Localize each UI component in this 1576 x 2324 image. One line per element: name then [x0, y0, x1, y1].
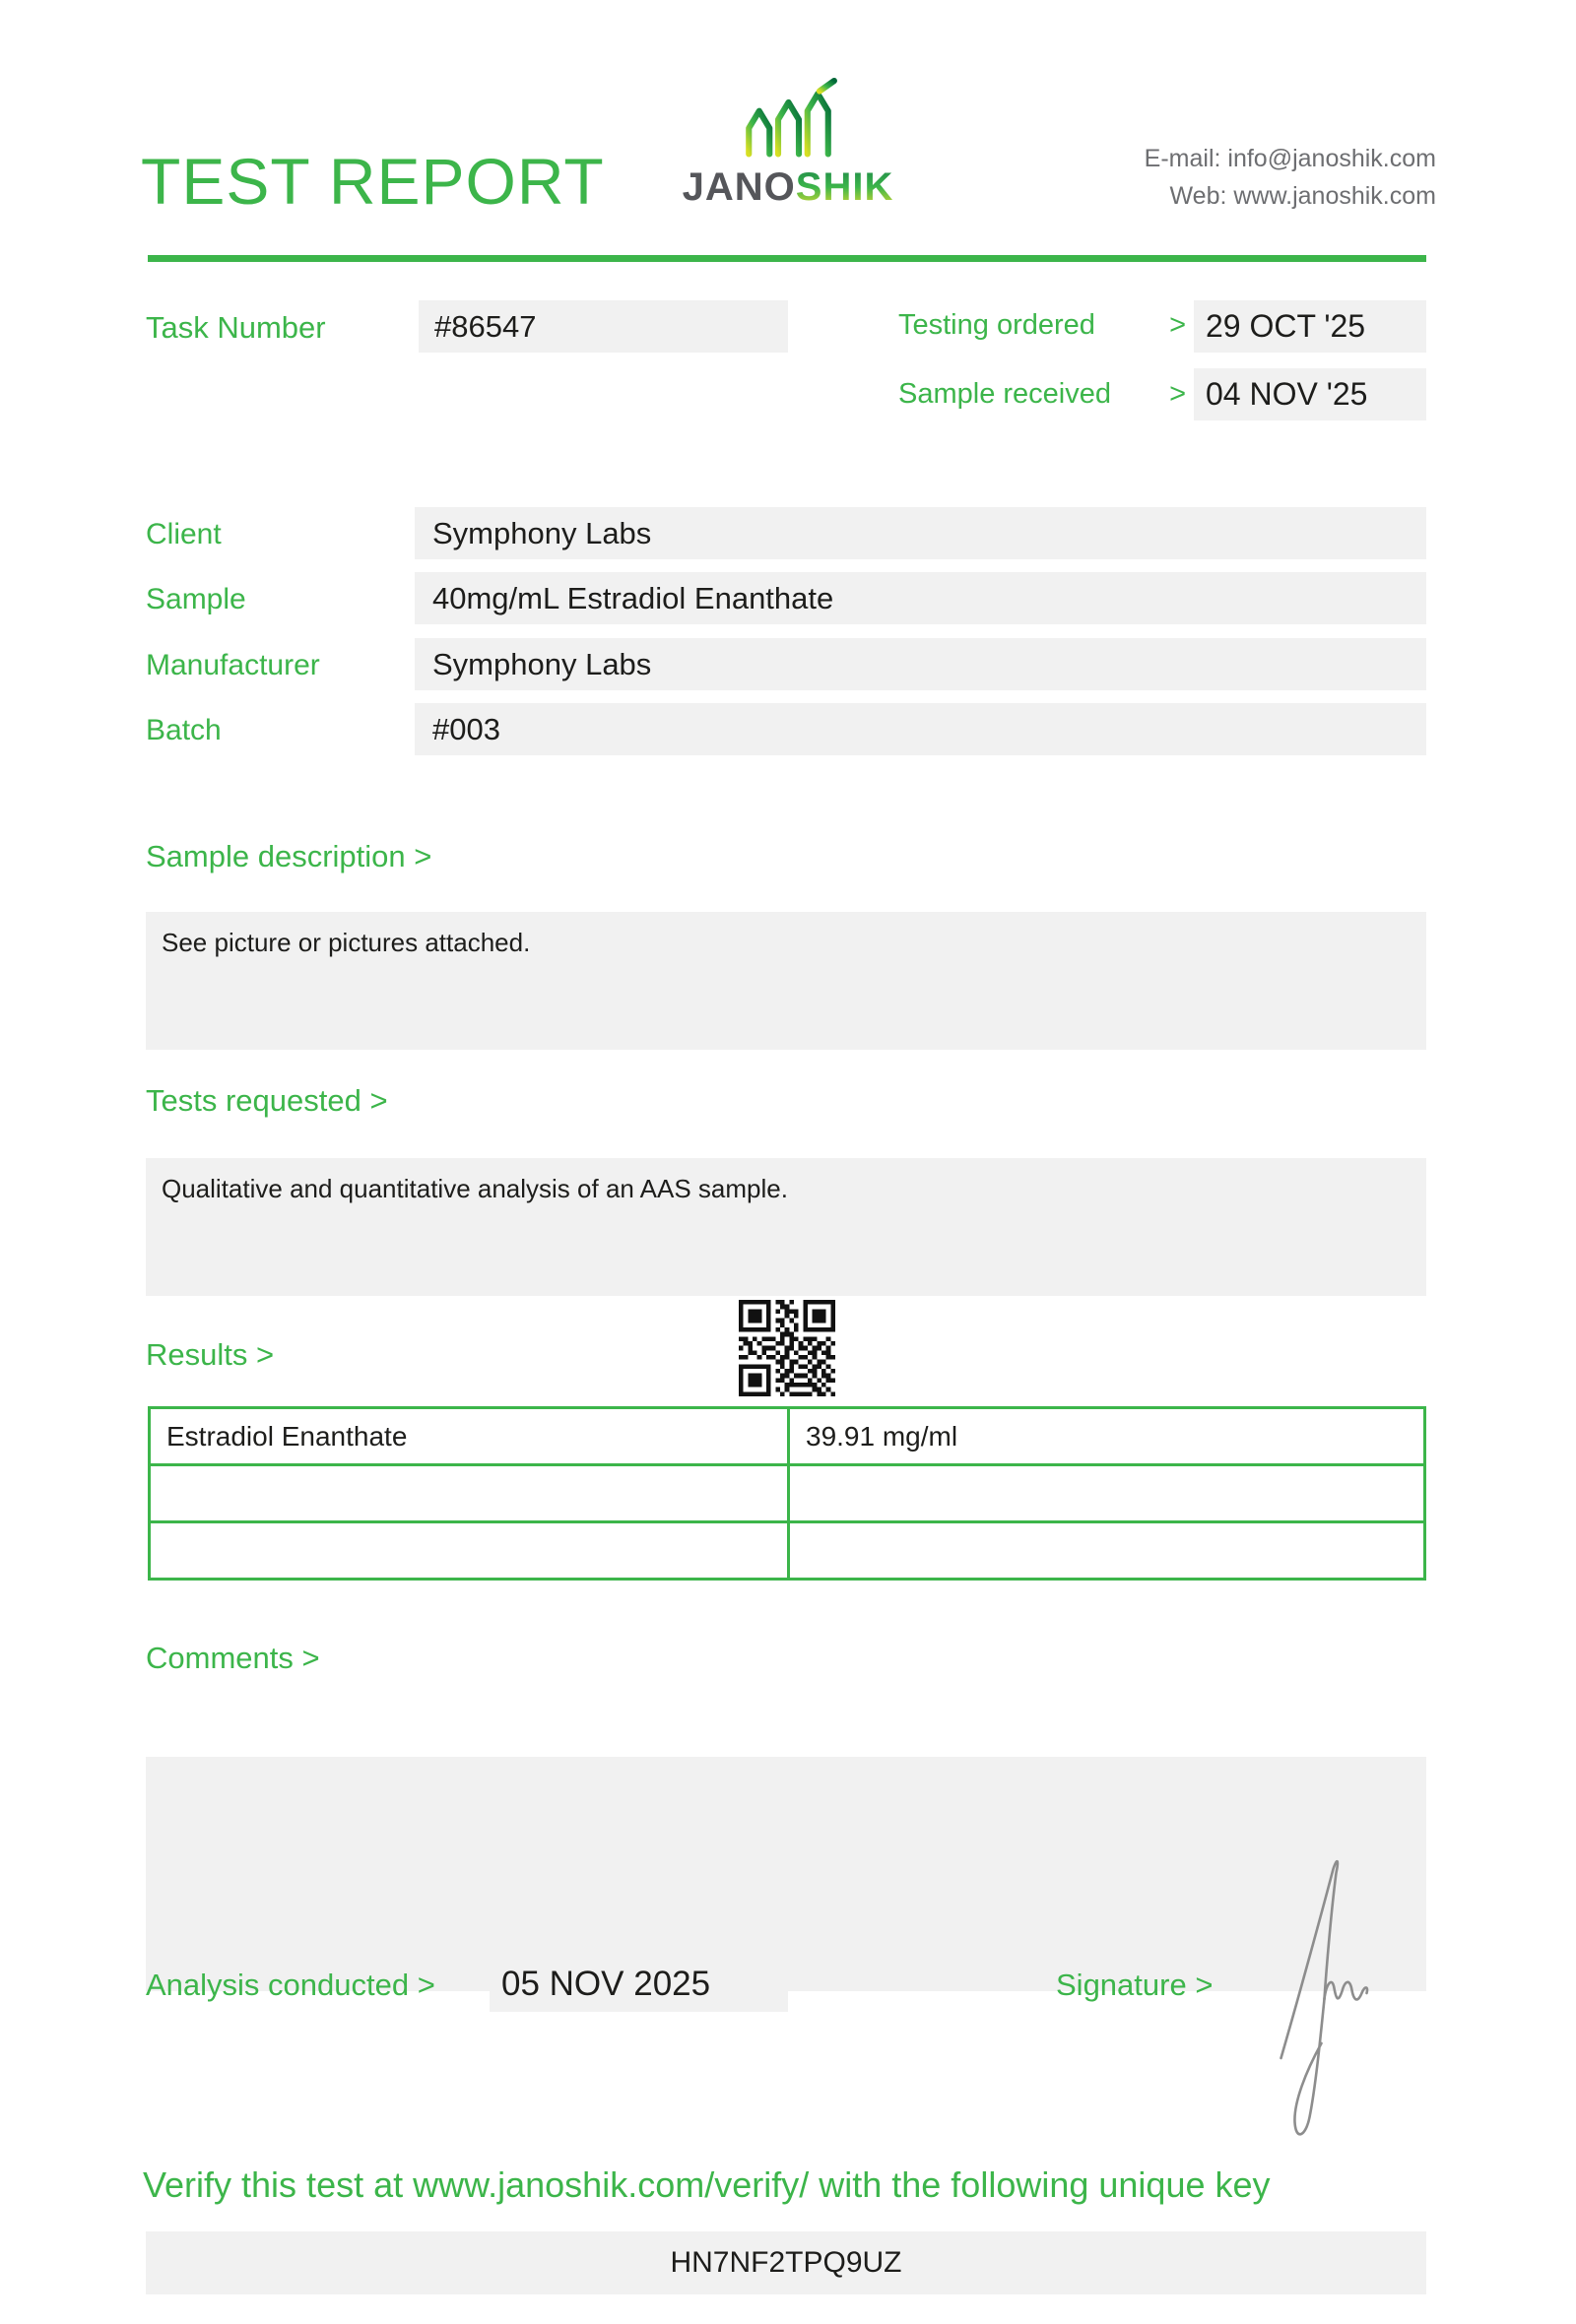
comments-heading: Comments >: [146, 1641, 320, 1675]
sample-value: 40mg/mL Estradiol Enanthate: [415, 572, 1426, 624]
signature-label: Signature >: [1056, 1968, 1214, 2002]
signature-image: [1271, 1849, 1374, 2145]
sample-received-text: Sample received: [898, 378, 1111, 410]
logo-text-jano: JANO: [682, 165, 796, 209]
arrow-icon: >: [1169, 378, 1186, 410]
unique-key-value: HN7NF2TPQ9UZ: [146, 2231, 1426, 2294]
result-row: [151, 1463, 1423, 1520]
task-number-label: Task Number: [146, 310, 326, 345]
qr-code: [739, 1300, 835, 1396]
analysis-conducted-label: Analysis conducted >: [146, 1968, 435, 2002]
testing-ordered-text: Testing ordered: [898, 309, 1095, 341]
result-substance: [151, 1466, 790, 1520]
verify-instruction: Verify this test at www.janoshik.com/verify/ with the following unique key: [143, 2164, 1271, 2205]
batch-label: Batch: [146, 714, 222, 746]
analysis-date-value: 05 NOV 2025: [490, 1956, 788, 2012]
manufacturer-value: Symphony Labs: [415, 638, 1426, 690]
manufacturer-label: Manufacturer: [146, 649, 320, 681]
batch-value: #003: [415, 703, 1426, 755]
logo-wordmark: [680, 165, 896, 210]
janoshik-logo: [680, 77, 896, 210]
result-value: [790, 1523, 1423, 1578]
header-divider: [148, 255, 1426, 262]
result-row: [151, 1520, 1423, 1578]
results-heading: Results >: [146, 1337, 275, 1372]
client-label: Client: [146, 518, 222, 550]
sample-label: Sample: [146, 583, 246, 615]
sample-description-heading: Sample description >: [146, 839, 432, 873]
testing-ordered-value: 29 OCT '25: [1194, 300, 1426, 353]
result-substance: [151, 1523, 790, 1578]
page-title: TEST REPORT: [141, 145, 605, 218]
logo-text-shik: SHIK: [795, 165, 894, 209]
result-substance: Estradiol Enanthate: [151, 1409, 790, 1463]
contact-web: Web: www.janoshik.com: [1169, 182, 1436, 210]
sample-description-box: See picture or pictures attached.: [146, 912, 1426, 1050]
tests-requested-heading: Tests requested >: [146, 1083, 388, 1118]
testing-ordered-label: [898, 309, 1186, 342]
client-value: Symphony Labs: [415, 507, 1426, 559]
task-number-value: #86547: [419, 300, 788, 353]
result-value: 39.91 mg/ml: [806, 1421, 958, 1452]
contact-block: [985, 140, 1436, 215]
contact-email: E-mail: info@janoshik.com: [1144, 145, 1436, 172]
sample-received-value: 04 NOV '25: [1194, 368, 1426, 420]
logo-chart-icon: [737, 77, 840, 161]
sample-received-label: [898, 378, 1186, 411]
result-value: [790, 1466, 1423, 1520]
results-table: [148, 1406, 1426, 1581]
result-row: [151, 1409, 1423, 1463]
arrow-icon: >: [1169, 309, 1186, 341]
tests-requested-box: Qualitative and quantitative analysis of an AAS sample.: [146, 1158, 1426, 1296]
